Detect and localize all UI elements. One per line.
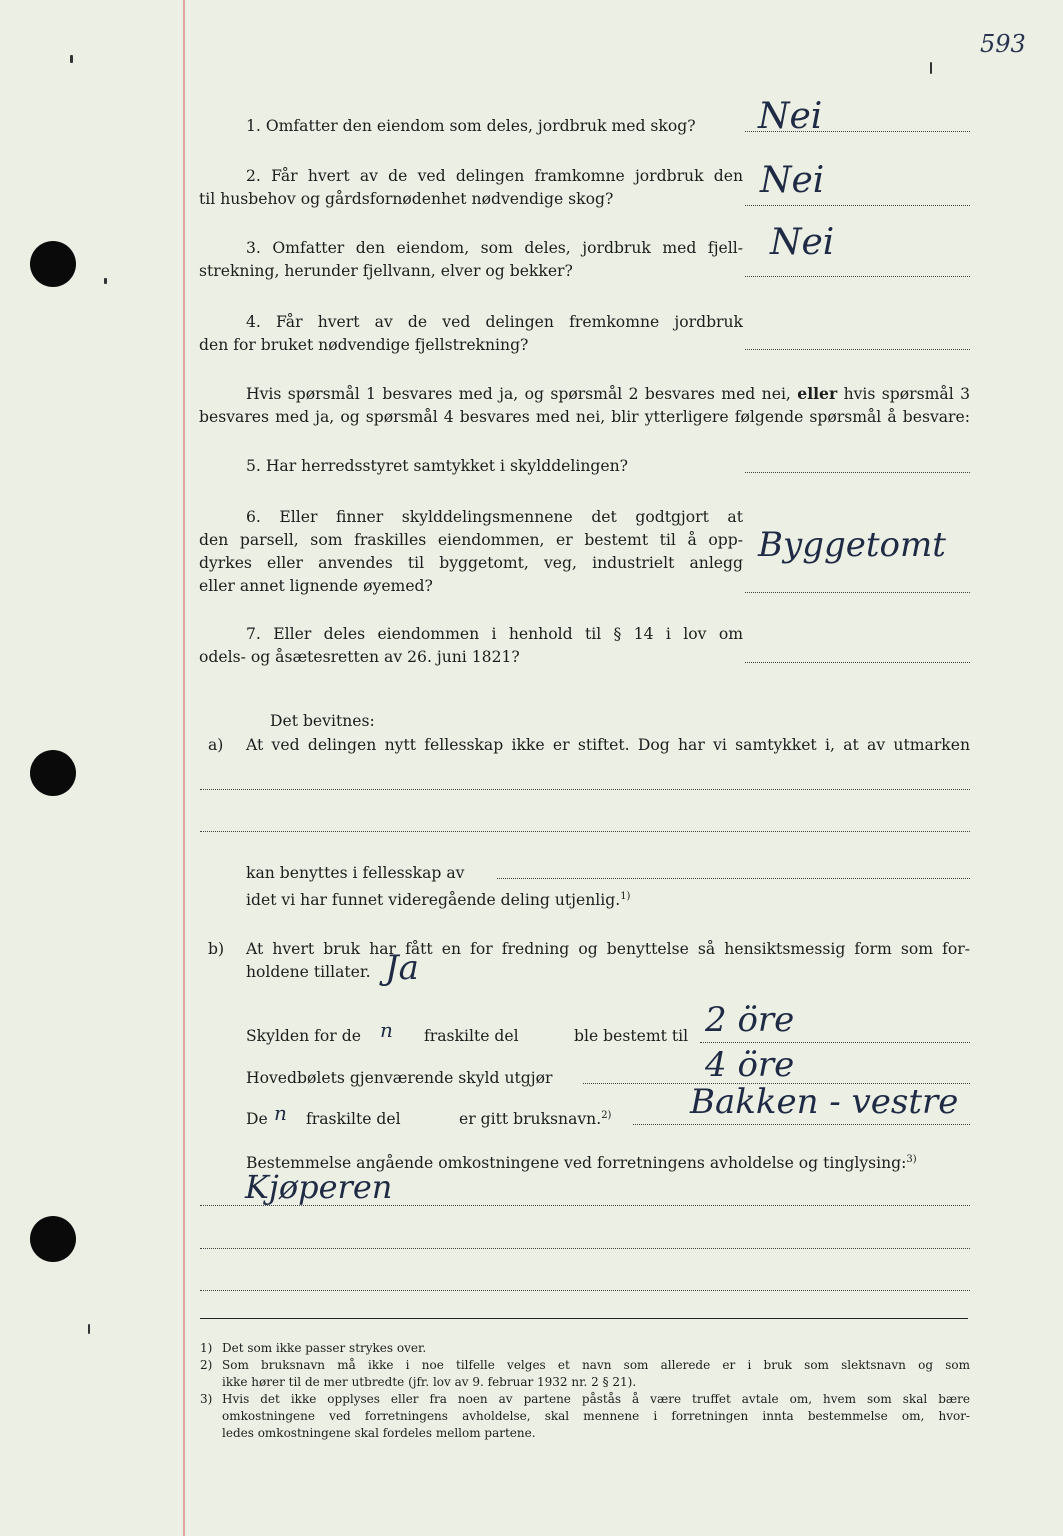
attest-a-label: a)	[208, 736, 224, 754]
question-4-line-1: 4. Får hvert av de ved delingen fremkomne jordbruk	[246, 313, 743, 331]
share-label-b: fraskilte del	[424, 1027, 519, 1045]
question-7-line-2: odels- og åsætesretten av 26. juni 1821?	[199, 648, 520, 666]
attest-b-label: b)	[208, 940, 225, 958]
answer-line	[745, 662, 970, 663]
question-2-line-2: til husbehov og gårdsfornødenhet nødvendige skog?	[199, 190, 614, 208]
blank-line	[200, 831, 970, 832]
question-5: 5. Har herredsstyret samtykket i skylddelingen?	[246, 457, 629, 475]
question-1: 1. Omfatter den eiendom som deles, jordbruk med skog?	[246, 117, 696, 135]
answer-line	[633, 1124, 970, 1125]
handwritten-answer-2: Nei	[760, 160, 825, 201]
name-label-b: fraskilte del	[306, 1110, 401, 1128]
footnote-2-line-1: Som bruksnavn må ikke i noe tilfelle velges et navn som allerede er i bruk som slektsnavn og som	[222, 1358, 970, 1372]
ink-speck	[70, 55, 73, 63]
margin-line	[183, 0, 185, 1536]
footnote-1-line-1: Det som ikke passer strykes over.	[222, 1341, 427, 1355]
condition-line-1: Hvis spørsmål 1 besvares med ja, og spørsmål 2 besvares med nei, eller hvis spørsmål 3	[246, 384, 970, 403]
name-value: Bakken - vestre	[690, 1082, 959, 1122]
handwritten-answer-6: Byggetomt	[758, 525, 946, 565]
question-6-line-2: den parsell, som fraskilles eiendommen, er bestemt til å opp-	[199, 531, 743, 549]
name-label-a: De	[246, 1110, 268, 1128]
question-3-line-2: strekning, herunder fjellvann, elver og bekker?	[199, 262, 573, 280]
attest-a-text: At ved delingen nytt fellesskap ikke er stiftet. Dog har vi samtykket i, at av utmarken	[246, 736, 970, 754]
condition-line-2: besvares med ja, og spørsmål 4 besvares med nei, blir ytterligere følgende spørsmål å besvare:	[199, 408, 970, 426]
main-farm-label: Hovedbølets gjenværende skyld utgjør	[246, 1069, 553, 1087]
answer-line	[700, 1042, 970, 1043]
footnote-mark: 2)	[200, 1358, 213, 1372]
footnote-3-line-3: ledes omkostningene skal fordeles mellom partene.	[222, 1426, 536, 1440]
handwritten-answer-1: Nei	[758, 96, 823, 137]
handwritten-answer-b: Ja	[385, 948, 419, 988]
ink-speck	[930, 62, 932, 74]
answer-line	[745, 472, 970, 473]
question-7-line-1: 7. Eller deles eiendommen i henhold til § 14 i lov om	[246, 625, 743, 643]
blank-line	[200, 1290, 970, 1291]
blank-line	[200, 1205, 970, 1206]
footnote-3-line-1: Hvis det ikke opplyses eller fra noen av partene påstås å være truffet avtale om, hvem som skal bære	[222, 1392, 970, 1406]
share-label-a: Skylden for de	[246, 1027, 361, 1045]
main-farm-value: 4 öre	[705, 1045, 795, 1085]
name-handwritten-suffix: n	[274, 1101, 287, 1125]
footnote-separator	[200, 1318, 968, 1319]
attest-heading: Det bevitnes:	[270, 712, 375, 730]
punch-hole	[30, 750, 76, 796]
answer-line	[745, 205, 970, 206]
blank-line	[200, 789, 970, 790]
answer-line	[745, 592, 970, 593]
further-division-text: idet vi har funnet videregående deling utjenlig.$^{1)}$	[246, 890, 631, 909]
attest-b-line-2: holdene tillater.	[246, 963, 371, 981]
blank-line	[497, 878, 970, 879]
ink-speck	[88, 1324, 90, 1334]
costs-label: Bestemmelse angående omkostningene ved forretningens avholdelse og tinglysing:$^{3)}$	[246, 1153, 917, 1172]
name-label-c: er gitt bruksnavn.$^{2)}$	[459, 1109, 612, 1128]
blank-line	[200, 1248, 970, 1249]
punch-hole	[30, 241, 76, 287]
answer-line	[745, 276, 970, 277]
question-2-line-1: 2. Får hvert av de ved delingen framkomne jordbruk den	[246, 167, 743, 185]
footnote-mark: 1)	[200, 1341, 213, 1355]
question-6-line-3: dyrkes eller anvendes til byggetomt, veg, industrielt anlegg	[199, 554, 743, 572]
footnote-mark: 3)	[200, 1392, 213, 1406]
punch-hole	[30, 1216, 76, 1262]
footnote-3-line-2: omkostningene ved forretningens avholdelse, skal mennene i forretningen innta bestemmelse om, hvor-	[222, 1409, 970, 1423]
shared-use-label: kan benyttes i fellesskap av	[246, 864, 465, 882]
footnote-2-line-2: ikke hører til de mer utbredte (jfr. lov av 9. februar 1932 nr. 2 § 21).	[222, 1375, 637, 1389]
share-handwritten-suffix: n	[380, 1018, 393, 1042]
question-3-line-1: 3. Omfatter den eiendom, som deles, jordbruk med fjell-	[246, 239, 743, 257]
question-4-line-2: den for bruket nødvendige fjellstrekning?	[199, 336, 529, 354]
costs-value: Kjøperen	[245, 1168, 393, 1206]
share-value: 2 öre	[705, 1000, 795, 1040]
question-6-line-4: eller annet lignende øyemed?	[199, 577, 433, 595]
answer-line	[745, 349, 970, 350]
ink-speck	[104, 278, 107, 284]
handwritten-answer-3: Nei	[770, 222, 835, 263]
share-label-c: ble bestemt til	[574, 1027, 689, 1045]
question-6-line-1: 6. Eller finner skylddelingsmennene det godtgjort at	[246, 508, 743, 526]
page-number: 593	[980, 30, 1026, 58]
attest-b-line-1: At hvert bruk har fått en for fredning og benyttelse så hensiktsmessig form som for-	[246, 940, 970, 958]
